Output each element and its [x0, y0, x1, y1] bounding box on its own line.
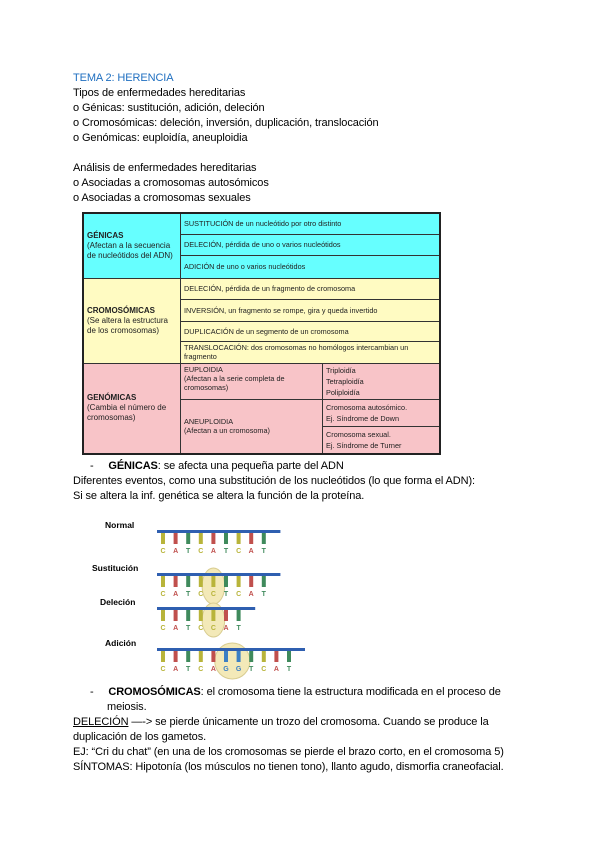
nucleotide-bar [224, 651, 228, 662]
delecion-line [73, 716, 489, 729]
text-line: duplicación de los gametos. [73, 731, 207, 743]
table-cell: ADICIÓN de uno o varios nucleótidos [181, 255, 441, 278]
text-line: o Génicas: sustitución, adición, deleción [73, 102, 265, 114]
cell-desc: (Se altera la estructura de los cromosomas) [87, 315, 168, 335]
nucleotide-letter: C [210, 591, 216, 598]
nucleotide-bar [249, 576, 253, 587]
text-line: o Genómicas: euploidía, aneuploidia [73, 132, 248, 144]
cell-title: CROMOSÓMICAS [87, 305, 155, 315]
nucleotide-letter: T [261, 548, 266, 555]
nucleotide-letter: A [273, 666, 279, 673]
table-cell: SUSTITUCIÓN de un nucleótido por otro distinto [181, 213, 441, 234]
type: Ej. Síndrome de Down [326, 413, 400, 423]
diagram-label: Sustitución [92, 563, 139, 573]
nucleotide-letter: A [173, 625, 179, 632]
nucleotide-letter: T [186, 548, 191, 555]
nucleotide-bar [186, 651, 190, 662]
text-line: Análisis de enfermedades hereditarias [73, 162, 257, 174]
nucleotide-letter: G [235, 666, 242, 673]
nucleotide-letter: C [198, 591, 204, 598]
diagram-label: Deleción [100, 597, 136, 607]
nucleotide-bar [237, 533, 241, 544]
table-cell: DUPLICACIÓN de un segmento de un cromosoma [181, 321, 441, 341]
dna-strand [157, 530, 280, 533]
cell-desc: (Afectan a un cromosoma) [184, 426, 270, 435]
cell-desc: (Afectan a la secuencia de nucleótidos del ADN) [87, 240, 173, 260]
table-cell: DELECIÓN, pérdida de uno o varios nucleótidos [181, 234, 441, 255]
nucleotide-bar [211, 576, 215, 587]
nucleotide-bar [262, 533, 266, 544]
text-line: o Cromosómicas: deleción, inversión, duplicación, translocación [73, 117, 379, 129]
nucleotide-bar [211, 533, 215, 544]
nucleotide-bar [249, 533, 253, 544]
nucleotide-letter: C [160, 625, 166, 632]
genomicas-cell [83, 363, 181, 454]
text-line: Tipos de enfermedades hereditarias [73, 87, 246, 99]
nucleotide-letter: A [248, 591, 254, 598]
text-line: o Asociadas a cromosomas sexuales [73, 192, 251, 204]
nucleotide-bar [161, 533, 165, 544]
type: Triploidía [326, 365, 356, 375]
table-cell: TRANSLOCACIÓN: dos cromosomas no homólogos intercambian un fragmento [181, 341, 441, 363]
nucleotide-letter: T [286, 666, 292, 673]
bullet-genicas [90, 460, 344, 473]
nucleotide-bar [174, 651, 178, 662]
cell-title: GENÓMICAS [87, 393, 137, 402]
nucleotide-bar [161, 610, 165, 621]
type: Ej. Síndrome de Turner [326, 440, 402, 450]
type: Cromosoma sexual. [326, 429, 391, 439]
diagram-label: Normal [105, 520, 135, 530]
nucleotide-letter: T [186, 666, 191, 673]
nucleotide-letter: C [261, 666, 267, 673]
dash: - [90, 460, 94, 472]
table-cell: INVERSIÓN, un fragmento se rompe, gira y queda invertido [181, 299, 441, 321]
nucleotide-letter: C [198, 548, 204, 555]
euploidia-cell [181, 363, 323, 399]
nucleotide-bar [237, 576, 241, 587]
text: : se afecta una pequeña parte del ADN [157, 460, 344, 472]
text: —-> se pierde únicamente un trozo del cromosoma. Cuando se produce la [128, 716, 489, 728]
text-line: Si se altera la inf. genética se altera la función de la proteína. [73, 490, 365, 502]
bullet-cromosomicas [90, 686, 501, 699]
cell-title: ANEUPLOIDIA [184, 417, 234, 426]
nucleotide-letter: C [198, 666, 204, 673]
nucleotide-letter: T [261, 591, 266, 598]
nucleotide-bar [287, 651, 291, 662]
nucleotide-bar [211, 651, 215, 662]
nucleotide-bar [186, 533, 190, 544]
nucleotide-bar [262, 651, 266, 662]
nucleotide-letter: C [236, 548, 242, 555]
dna-strand [157, 573, 280, 576]
heading: TEMA 2: HERENCIA [73, 72, 174, 84]
nucleotide-bar [199, 533, 203, 544]
text-line: EJ: “Cri du chat” (en una de los cromosomas se pierde el brazo corto, en el cromosoma 5) [73, 746, 504, 758]
genicas-cell [83, 213, 181, 278]
nucleotide-letter: T [186, 591, 191, 598]
nucleotide-bar [237, 610, 241, 621]
aneuploidia-types-cell [323, 399, 441, 454]
nucleotide-letter: T [223, 591, 229, 598]
cell-desc: (Afectan a la serie completa de cromosomas) [184, 373, 285, 392]
nucleotide-letter: A [173, 591, 179, 598]
nucleotide-letter: G [223, 666, 229, 673]
type: Poliploidía [326, 387, 360, 397]
bold-term: CROMOSÓMICAS [108, 686, 201, 698]
text-line: Diferentes eventos, como una substitución de los nucleótidos (lo que forma el ADN): [73, 475, 475, 487]
nucleotide-letter: A [210, 666, 216, 673]
dash: - [90, 686, 94, 698]
nucleotide-letter: T [236, 625, 241, 632]
nucleotide-bar [237, 651, 241, 662]
nucleotide-bar [186, 610, 190, 621]
euploidia-types-cell [323, 363, 441, 399]
nucleotide-bar [211, 610, 215, 621]
nucleotide-letter: A [173, 548, 179, 555]
dna-strand [157, 607, 255, 610]
nucleotide-bar [224, 610, 228, 621]
nucleotide-letter: A [173, 666, 179, 673]
dna-strand [157, 648, 305, 651]
nucleotide-letter: C [210, 625, 216, 632]
table-cell: DELECIÓN, pérdida de un fragmento de cromosoma [181, 278, 441, 299]
nucleotide-letter: C [236, 591, 242, 598]
nucleotide-bar [224, 576, 228, 587]
text-line: meiosis. [107, 701, 147, 713]
underlined-term: DELECIÓN [73, 716, 129, 728]
cromosomicas-cell [83, 278, 181, 363]
nucleotide-letter: C [160, 591, 166, 598]
nucleotide-bar [161, 576, 165, 587]
nucleotide-bar [274, 651, 278, 662]
type: Cromosoma autosómico. [326, 402, 408, 412]
nucleotide-letter: T [249, 666, 254, 673]
hereditary-diseases-table [82, 212, 441, 455]
nucleotide-bar [262, 576, 266, 587]
nucleotide-letter: A [223, 625, 229, 632]
nucleotide-bar [224, 533, 228, 544]
text-line: o Asociadas a cromosomas autosómicos [73, 177, 269, 189]
nucleotide-letter: C [198, 625, 204, 632]
nucleotide-letter: A [210, 548, 216, 555]
nucleotide-bar [186, 576, 190, 587]
nucleotide-bar [199, 610, 203, 621]
nucleotide-bar [174, 610, 178, 621]
nucleotide-bar [174, 533, 178, 544]
nucleotide-bar [161, 651, 165, 662]
dna-mutation-diagram [92, 515, 305, 680]
nucleotide-letter: C [160, 548, 166, 555]
nucleotide-letter: C [160, 666, 166, 673]
aneuploidia-cell [181, 399, 323, 454]
text-line: SÍNTOMAS: Hipotonía (los músculos no tienen tono), llanto agudo, dismorfia craneofacial. [73, 761, 504, 773]
bold-term: GÉNICAS [108, 460, 158, 472]
diagram-label: Adición [105, 638, 137, 648]
type: Tetraploidía [326, 376, 364, 386]
cell-title: GÉNICAS [87, 230, 124, 240]
nucleotide-bar [199, 651, 203, 662]
cell-title: EUPLOIDIA [184, 364, 223, 374]
nucleotide-bar [249, 651, 253, 662]
nucleotide-bar [174, 576, 178, 587]
nucleotide-letter: T [186, 625, 191, 632]
cell-desc: (Cambia el número de cromosomas) [87, 403, 167, 422]
nucleotide-letter: A [248, 548, 254, 555]
nucleotide-bar [199, 576, 203, 587]
text: : el cromosoma tiene la estructura modificada en el proceso de [200, 686, 501, 698]
nucleotide-letter: T [223, 548, 229, 555]
